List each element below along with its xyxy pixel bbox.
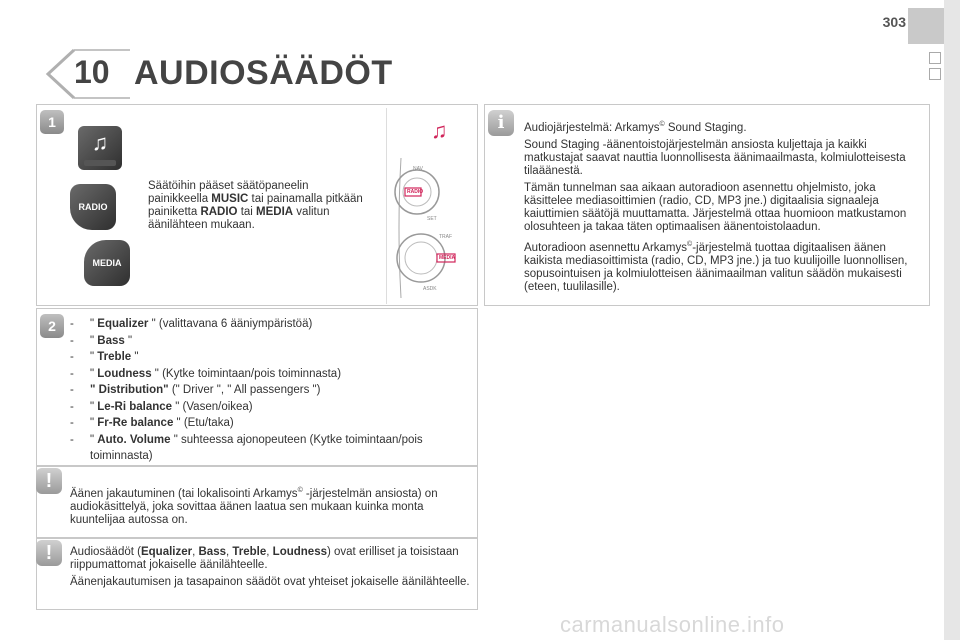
panel-label-nav: NAV <box>413 166 423 172</box>
list-item: - " Le-Ri balance " (Vasen/oikea) <box>70 400 253 413</box>
chapter-number: 10 <box>74 54 110 90</box>
panel-label-set: SET <box>427 216 437 222</box>
step-badge-2: 2 <box>40 314 64 338</box>
panel-label-traf: TRAF <box>439 234 453 240</box>
warning-icon: ! <box>36 468 62 494</box>
music-note-icon: ♫ <box>431 118 448 143</box>
list-item: - " Fr-Re balance " (Etu/taka) <box>70 417 234 429</box>
list-item: - " Loudness " (Kytke toimintaan/pois toiminnasta) <box>70 367 342 380</box>
warning1-text: Äänen jakautuminen (tai lokalisointi Arkamys© -järjestelmän ansiosta) on audiokäsittelyä, joka sovittaa äänen laatua sen mukaan kuinka monta kuuntelijaa autossa on. <box>70 487 438 526</box>
page-number: 303 <box>882 14 906 30</box>
list-item: - " Treble " <box>70 351 139 363</box>
list-item: - " Bass " <box>70 334 133 347</box>
info-icon: i <box>488 110 514 136</box>
settings-list <box>70 316 470 465</box>
list-item: - " Distribution" (" Driver ", " All passengers ") <box>70 384 321 396</box>
chapter-marker-square <box>929 68 941 80</box>
radio-button-image: RADIO <box>70 184 116 230</box>
step1-text: Säätöihin pääset säätöpaneelin painikkeella MUSIC tai painamalla pitkään painiketta RADIO tai MEDIA valitun äänilähteen mukaan. <box>148 180 363 231</box>
list-item: - " Auto. Volume " suhteessa ajonopeuteen (Kytke toimintaan/pois toiminnasta) <box>70 433 423 462</box>
chapter-title: AUDIOSÄÄDÖT <box>134 54 393 92</box>
panel-label-asdk: ASDK <box>423 286 437 292</box>
right-edge-strip <box>944 0 960 640</box>
step-badge-1: 1 <box>40 110 64 134</box>
info-text: Audiojärjestelmä: Arkamys© Sound Staging. Sound Staging -äänentoistojärjestelmän ansiosta kuljettaja ja kaikki matkustajat saavat nauttia luonnollisesta äänimaailmasta, kolmiulotteisesta tilaäänestä. Tämän tunnelman saa aikaan autoradioon asennettu ohjelmisto, joka käsittelee mediasoittimien (radio, CD, MP3 jne.) digitaalisia signaaleja kaiuttimien säätöjä muuttamatta. Järjestelmä ottaa huomioon matkustamon olosuhteen ja takaa täten optimaalisen äänentoistolaadun. Autoradioon asennettu Arkamys©-järjestelmä tuottaa digitaalisen äänen kaikista mediasoittimista (radio, CD, MP3 jne.) ja tuo kuulijoille luonnollisen, sopusointuisen ja kolmiulotteisen äänimaailman valitun säädön mukaisesti (eteen, tuulilasille). <box>524 121 908 293</box>
warning-icon: ! <box>36 540 62 566</box>
control-panel-illustration <box>386 108 475 304</box>
page-tab <box>908 8 944 44</box>
media-button-image: MEDIA <box>84 240 130 286</box>
music-note-icon: ♫ <box>91 130 109 155</box>
chapter-marker-square <box>929 52 941 64</box>
panel-label-radio: RADIO <box>407 189 424 195</box>
warning2-text: Audiosäädöt (Equalizer, Bass, Treble, Loudness) ovat erilliset ja toisistaan riippumattomat jokaiselle äänilähteelle. Äänenjakautumisen ja tasapainon säädöt ovat yhteiset jokaiselle äänilähteelle. <box>70 546 470 588</box>
panel-label-media: MEDIA <box>439 255 456 261</box>
music-button-image <box>78 126 122 170</box>
list-item: - " Equalizer " (valittavana 6 ääniympäristöä) <box>70 318 313 330</box>
watermark: carmanualsonline.info <box>560 612 785 637</box>
